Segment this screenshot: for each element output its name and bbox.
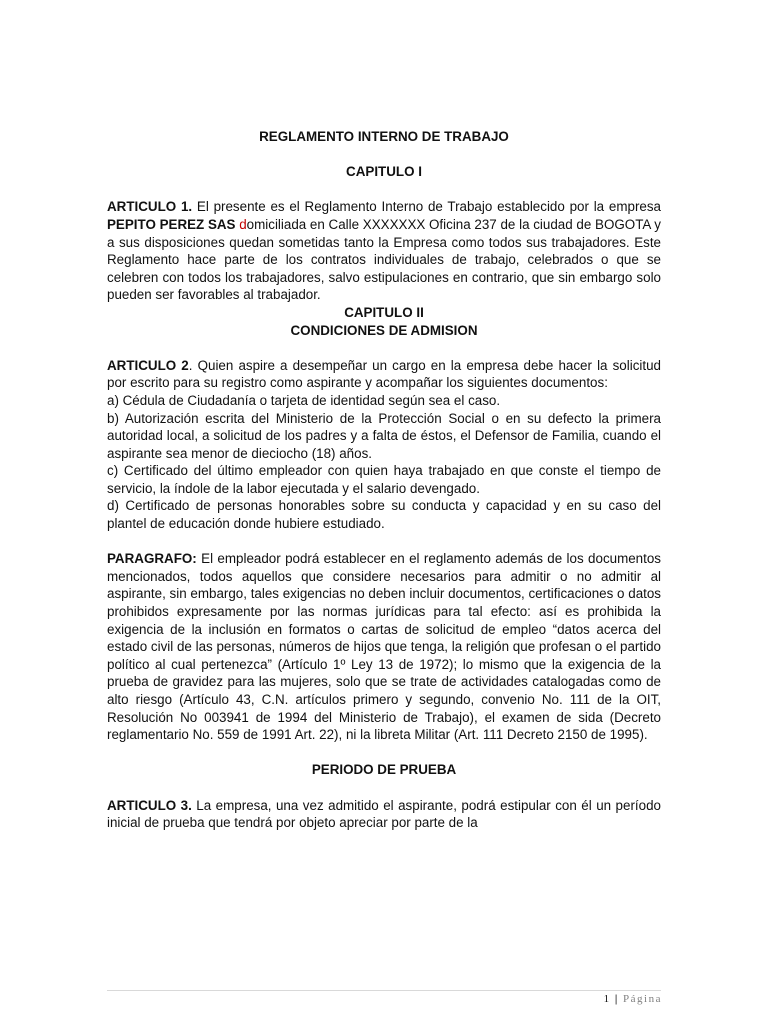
footer-separator: |	[614, 993, 619, 1005]
article-1-text-b: omiciliada en Calle XXXXXXX Oficina 237 de la ciudad de BOGOTA y a sus disposiciones quedan sometidas tanto la Empresa como todos sus trabajadores. Este Reglamento hace parte de los contratos individuales de trabajo, celebrados o que se celebren con todos los trabajadores, salvo estipulaciones en contrario, que sin embargo solo pueden ser favorables al trabajador.	[107, 216, 662, 303]
paragrafo-label: PARAGRAFO:	[107, 551, 197, 567]
page-word: Página	[623, 993, 662, 1005]
article-1-label: ARTICULO 1.	[107, 199, 193, 215]
article-3-label: ARTICULO 3.	[107, 797, 192, 813]
article-2-item-b: b) Autorización escrita del Ministerio de la Protección Social o en su defecto la primera autoridad local, a solicitud de los padres y a falta de éstos, el Defensor de Familia, cuando el aspirante sea menor de dieciocho (18) años.	[107, 410, 661, 461]
article-1-text-a: El presente es el Reglamento Interno de Trabajo establecido por la empresa	[192, 199, 661, 215]
footer-divider	[107, 990, 661, 991]
page-footer	[604, 993, 662, 1005]
article-1	[107, 198, 661, 304]
chapter-1-heading: CAPITULO I	[346, 164, 422, 180]
document-page	[107, 128, 661, 832]
chapter-2-heading: CAPITULO II	[344, 304, 424, 320]
page-number: 1	[603, 993, 611, 1005]
article-2-item-a: a) Cédula de Ciudadanía o tarjeta de identidad según sea el caso.	[107, 392, 501, 408]
article-3-text: La empresa, una vez admitido el aspirante, podrá estipular con él un período inicial de prueba que tendrá por objeto apreciar por parte de la	[107, 797, 661, 831]
document-title: REGLAMENTO INTERNO DE TRABAJO	[259, 129, 509, 144]
article-2	[107, 357, 661, 392]
article-3	[107, 797, 661, 832]
article-2-item-d: d) Certificado de personas honorables sobre su conducta y capacidad y en su caso del plantel de educación donde hubiere estudiado.	[107, 498, 661, 532]
article-2-label: ARTICULO 2	[107, 357, 189, 373]
article-2-item-c: c) Certificado del último empleador con quien haya trabajado en que conste el tiempo de servicio, la índole de la labor ejecutada y el salario devengado.	[107, 463, 661, 496]
paragrafo-text: El empleador podrá establecer en el reglamento además de los documentos mencionados, todos aquellos que considere necesarios para admitir o no admitir al aspirante, sin embargo, tales exigencias no deben incluir documentos, certificaciones o datos prohibidos expresamente por las normas jurídicas para tal efecto: así es prohibida la exigencia de la inclusión en formatos o cartas de solicitud de empleo “datos acerca del estado civil de las personas, números de hijos que tenga, la religión que profesan o el partido político al cual pertenezca” (Artículo 1º Ley 13 de 1972); lo mismo que la exigencia de la prueba de gravidez para las mujeres, solo que se trate de actividades catalogadas como de alto riesgo (Artículo 43, C.N. artículos primero y segundo, convenio No. 111 de la OIT, Resolución No 003941 de 1994 del Ministerio de Trabajo), el examen de sida (Decreto reglamentario No. 559 de 1991 Art. 22), ni la libreta Militar (Art. 111 Decreto 2150 de 1995).	[107, 551, 661, 743]
article-2-intro: . Quien aspire a desempeñar un cargo en la empresa debe hacer la solicitud por escrito para su registro como aspirante y acompañar los siguientes documentos:	[107, 357, 661, 391]
probation-heading: PERIODO DE PRUEBA	[311, 762, 457, 778]
company-name: PEPITO PEREZ SAS	[107, 216, 236, 232]
article-1-red-char: d	[235, 216, 247, 232]
chapter-2-subheading: CONDICIONES DE ADMISION	[290, 322, 478, 338]
paragrafo	[107, 550, 661, 744]
